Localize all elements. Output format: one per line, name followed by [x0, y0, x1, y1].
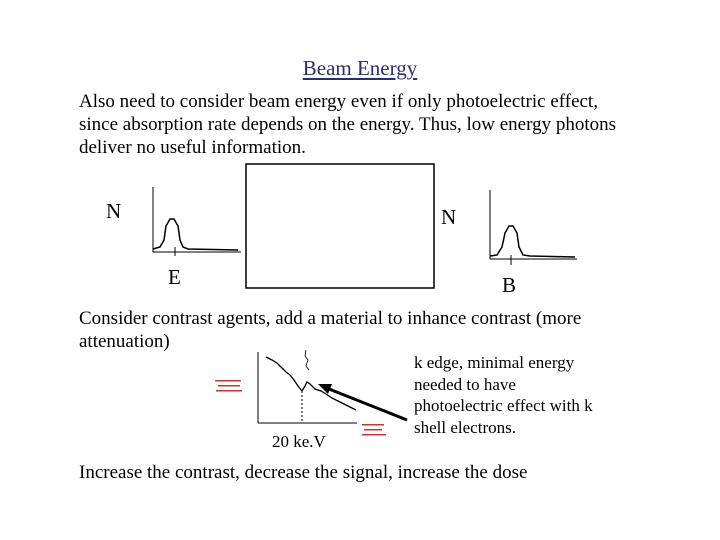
left-spectrum-curve	[153, 219, 238, 250]
intro-paragraph: Also need to consider beam energy even if only photoelectric effect, since absorption rate depends on the energy. Thus, low energy photons deliver no useful information.	[79, 91, 616, 158]
kev-marker-label: 20 ke.V	[272, 432, 326, 451]
k-edge-arrowhead	[318, 384, 332, 394]
left-x-label: E	[168, 265, 181, 289]
slide-title: Beam Energy	[302, 56, 418, 80]
tiny-label-right	[362, 424, 386, 436]
left-y-label: N	[106, 199, 122, 223]
right-y-label: N	[441, 205, 457, 229]
attenuation-plot	[215, 350, 407, 436]
right-x-label: B	[502, 273, 517, 297]
k-edge-annotation: k edge, minimal energy needed to have photoelectric effect with k shell electrons.	[414, 353, 593, 437]
k-edge-arrow	[324, 387, 407, 420]
summary-paragraph: Increase the contrast, decrease the signal, increase the dose	[79, 462, 528, 483]
curve-detail	[305, 350, 309, 370]
contrast-paragraph: Consider contrast agents, add a material to inhance contrast (more attenuation)	[79, 308, 582, 352]
attenuation-curve	[266, 357, 356, 410]
tiny-label-left	[215, 380, 242, 392]
right-spectrum-curve	[490, 226, 575, 257]
left-spectrum-graph	[153, 187, 241, 256]
object-box	[246, 164, 434, 288]
right-spectrum-graph	[490, 190, 577, 265]
